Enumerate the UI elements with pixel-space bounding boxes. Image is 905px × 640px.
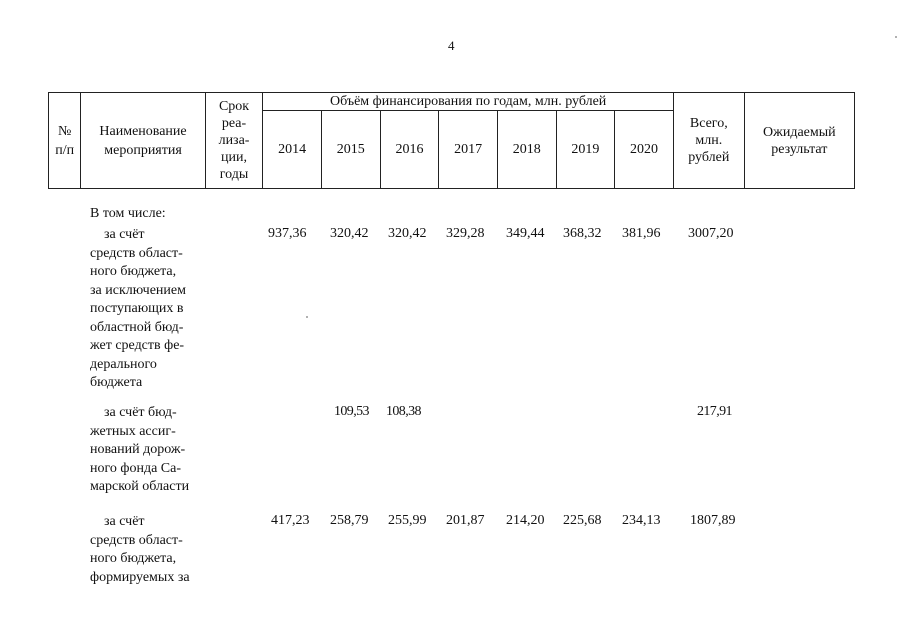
row-3-line: за счёт [104, 514, 145, 529]
row-1-total: 3007,20 [688, 226, 734, 241]
page-number: 4 [448, 38, 455, 53]
row-1-line: за счёт [104, 227, 145, 242]
row-2-line: жетных ассиг- [90, 423, 176, 439]
header-year: 2020 [615, 111, 674, 189]
row-3-value-2020: 234,13 [622, 513, 661, 528]
row-3-value-2015: 258,79 [330, 513, 369, 528]
header-year: 2019 [556, 111, 615, 189]
header-num-line: п/п [55, 142, 75, 158]
row-2-total: 217,91 [697, 404, 732, 419]
header-year: 2017 [439, 111, 498, 189]
header-cell-num [49, 93, 81, 189]
header-name-line: Наименование [99, 123, 187, 139]
header-year: 2014 [263, 111, 322, 189]
row-2-line: нований дорож- [90, 442, 186, 457]
row-2-line: ного фонда Са- [90, 460, 181, 476]
row-2-line: за счёт бюд- [104, 405, 177, 420]
header-funding-group: Объём финансирования по годам, млн. рублей [263, 93, 674, 111]
row-1-line: дерального [90, 356, 157, 372]
header-total-line: рублей [688, 150, 730, 165]
scan-speck [895, 36, 897, 38]
header-cell-term [205, 93, 263, 189]
header-num-line: № [57, 123, 72, 139]
row-3-line: средств област- [90, 532, 183, 548]
row-1-line: бюджета [90, 375, 143, 390]
header-term-line: лиза- [218, 133, 250, 148]
header-term-line: годы [219, 167, 249, 182]
row-1-line: областной бюд- [90, 319, 184, 335]
header-cell-name [81, 93, 205, 189]
header-total-line: млн. [695, 133, 723, 148]
header-result-line: Ожидаемый [763, 124, 836, 140]
row-3-name [90, 513, 190, 587]
row-1-value-2015: 320,42 [330, 226, 369, 241]
header-term-line: Срок [218, 99, 250, 114]
header-year: 2018 [497, 111, 556, 189]
row-1-value-2018: 349,44 [506, 226, 545, 241]
row-1-line: средств област- [90, 245, 183, 261]
header-table [48, 92, 855, 189]
row-1-line: поступающих в [90, 301, 184, 316]
row-1-line: ного бюджета, [90, 264, 177, 279]
row-2-value-2016: 108,38 [386, 404, 421, 419]
header-term-line: ции, [221, 150, 248, 165]
row-3-total: 1807,89 [690, 513, 736, 528]
row-3-value-2019: 225,68 [563, 513, 602, 528]
row-1-name [90, 226, 186, 393]
row-1-value-2020: 381,96 [622, 226, 661, 241]
header-year: 2016 [380, 111, 439, 189]
row-3-line: формируемых за [90, 569, 190, 585]
row-3-value-2017: 201,87 [446, 513, 485, 528]
row-2-line: марской области [90, 479, 190, 494]
intro-text: В том числе: [90, 206, 166, 221]
row-1-value-2016: 320,42 [388, 226, 427, 241]
scan-speck [306, 316, 308, 318]
header-term-line: реа- [221, 116, 247, 131]
row-1-value-2017: 329,28 [446, 226, 485, 241]
row-3-value-2016: 255,99 [388, 513, 427, 528]
row-3-value-2014: 417,23 [271, 513, 310, 528]
row-2-name [90, 404, 189, 497]
row-1-line: за исключением [90, 282, 186, 298]
header-total-line: Всего, [689, 116, 728, 131]
header-year: 2015 [321, 111, 380, 189]
header-cell-result [744, 93, 854, 189]
header-result-line: результат [771, 141, 828, 157]
header-name-line: мероприятия [104, 142, 182, 158]
row-1-value-2014: 937,36 [268, 226, 307, 241]
row-1-value-2019: 368,32 [563, 226, 602, 241]
row-3-value-2018: 214,20 [506, 513, 545, 528]
header-cell-total [673, 93, 744, 189]
row-3-line: ного бюджета, [90, 551, 177, 566]
row-2-value-2015: 109,53 [334, 404, 369, 419]
row-1-line: жет средств фе- [90, 338, 185, 353]
